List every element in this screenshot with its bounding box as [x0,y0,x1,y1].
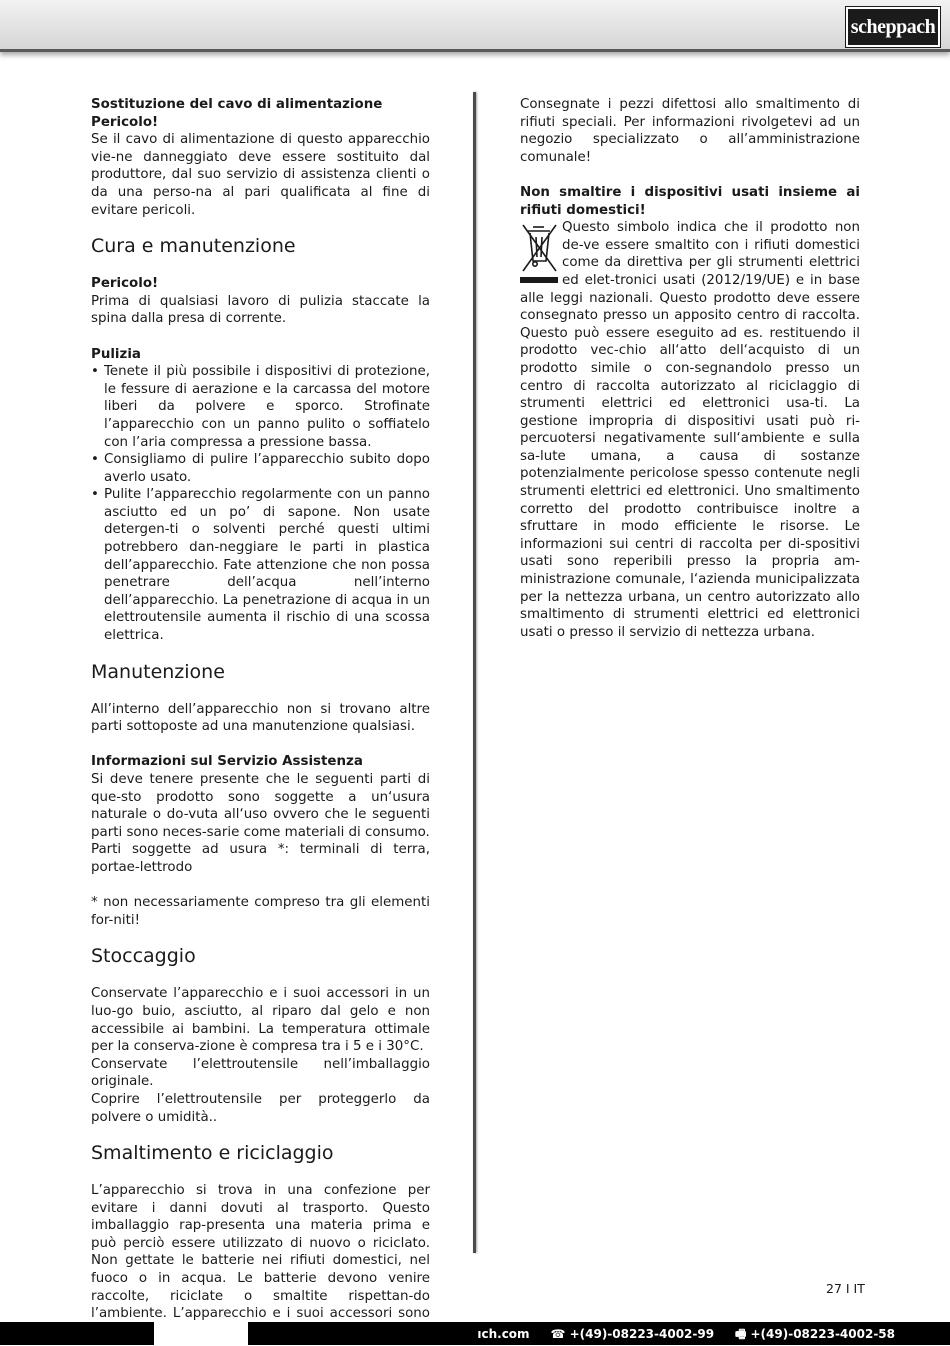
storage-text-1: Conservate l’apparecchio e i suoi accessori in un luo-go buio, asciutto, al riparo dal gelo e non accessibile ai bambini. La temperatura ottimale per la conserva-zione è compresa tra i 5 e i 30°C. [91,986,430,1055]
list-item: • Pulite l’apparecchio regolarmente con un panno asciutto ed un po’ di sapone. Non usate detergen-ti o solventi perché questi ultimi potrebbero dan-neggiare le parti in plastica dell’apparecchio. Fate attenzione che non possa penetrare dell’acqua nell’interno dell’apparecchio. La penetrazione di acqua in un elettroutensile aumenta il rischio di una scossa elettrica. [91,486,430,644]
header-band [0,0,950,52]
footer-bar [0,1322,950,1345]
weee-title: Non smaltire i dispositivi usati insieme ai rifiuti domestici! [520,184,860,218]
cleaning-list [91,363,430,645]
footer-fax: 🖷 +(49)-08223-4002-58 [734,1327,895,1341]
footer-contact [477,1325,895,1346]
footnote-text: * non necessariamente compreso tra gli elementi for-niti! [91,895,430,928]
footer-phone: ☎ +(49)-08223-4002-99 [550,1327,715,1341]
crossed-out-wheelie-bin-icon [520,221,558,285]
disposal-text: L’apparecchio si trova in una confezione per evitare i danni dovuti al trasporto. Questo imballaggio rap-presenta una materia prima e può perciò essere utilizzato di nuovo o riciclato. Non gettate le batterie nei rifiuti domestici, nel fuoco o in acqua. Le batterie devono venire raccolte, riciclate o smaltite rispettan-do l’ambiente. L’apparecchio e i suoi accessori sono [91,1183,430,1322]
left-column [91,96,430,1340]
footer-white-block [154,1322,248,1345]
care-warning: Pericolo! [91,276,159,292]
cable-replacement-text: Se il cavo di alimentazione di questo apparecchio vie-ne danneggiato deve essere sostituito dal produttore, dal suo servizio di assistenza clienti o da una perso-na al pari qualificata al fine di evitare pericoli. [91,132,430,218]
service-text: Si deve tenere presente che le seguenti parti di que-sto prodotto sono soggette a un‘usura naturale o do-vuta all‘uso ovvero che le seguenti parti sono neces-sarie come materiali di consumo. [91,772,430,840]
storage-text-3: Coprire l’elettroutensile per proteggerlo da polvere o umidità.. [91,1091,430,1125]
cable-warning: Pericolo! [91,114,159,130]
disposal-heading: Smaltimento e riciclaggio [91,1142,334,1165]
scheppach-logo: scheppach [846,7,940,47]
cleaning-title: Pulizia [91,346,141,362]
page-number: 27 I IT [826,1281,865,1296]
weee-text: Questo simbolo indica che il prodotto non de-ve essere smaltito con i rifiuti domestici come da direttiva per gli strumenti elettrici ed elet-tronici usati (2012/19/UE) e in base alle leggi nazionali. Questo prodotto deve essere consegnato presso un apposito centro di raccolta. Questo può essere eseguito ad es. restituendo il prodotto vec-chio all‘atto dell‘acquisto di un prodotto simile o con-segnandolo presso un centro di raccolta autorizzato al riciclaggio di strumenti elettrici ed elettronici usa-ti. La gestione impropria di dispositivi usati può ri-percuotersi negativamente sull‘ambiente e sulla sa-lute umana, a causa di sostanze potenzialmente pericolose spesso contenute negli strumenti elettrici ed elettronici. Uno smaltimento corretto del prodotto contribuisce inoltre a sfruttare in modo efficiente le risorse. Le informazioni sui centri di raccolta per di-spositivi usati sono reperibili presso la propria am-ministrazione comunale, l‘azienda municipalizzata per la nettezza urbana, un centro autorizzato allo smaltimento di strumenti elettrici ed elettronici usati o presso il servizio di nettezza urbana. [520,220,860,640]
storage-text-2: Conservate l’elettroutensile nell’imballaggio originale. [91,1056,430,1090]
service-title: Informazioni sul Servizio Assistenza [91,754,363,770]
right-column [520,96,860,641]
list-item: • Tenete il più possibile i dispositivi di protezione, le fessure di aerazione e la carcassa del motore liberi da polvere e sporco. Strofinate l’apparecchio con un panno pulito o soffiatelo con l’aria compressa a pressione bassa. [91,363,430,451]
defective-parts-text: Consegnate i pezzi difettosi allo smaltimento di rifiuti speciali. Per informazioni rivolgetevi ad un negozio specializzato o all’amministrazione comunale! [520,97,860,165]
column-divider [473,92,476,1253]
care-heading: Cura e manutenzione [91,235,296,258]
maintenance-text: All’interno dell’apparecchio non si trovano altre parti sottoposte ad una manutenzione qualsiasi. [91,701,430,735]
maintenance-heading: Manutenzione [91,660,225,683]
wear-parts-text: Parti soggette ad usura *: terminali di terra, portae-lettrodo [91,842,430,875]
list-item: • Consigliamo di pulire l’apparecchio subito dopo averlo usato. [91,451,430,486]
care-text: Prima di qualsiasi lavoro di pulizia staccate la spina dalla presa di corrente. [91,293,430,327]
cable-replacement-title: Sostituzione del cavo di alimentazione [91,97,383,112]
footer-website: ıch.com [477,1327,530,1341]
storage-heading: Stoccaggio [91,945,196,968]
